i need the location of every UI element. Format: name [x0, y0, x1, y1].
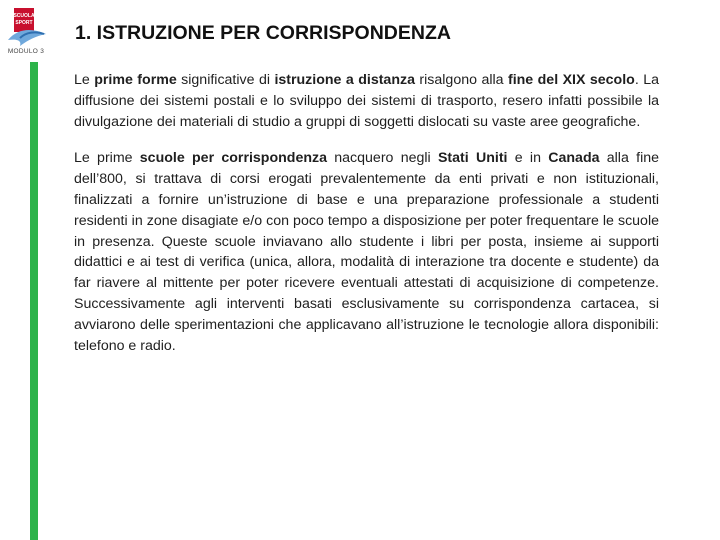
logo-graphic: [6, 6, 50, 48]
page-title: 1. ISTRUZIONE PER CORRISPONDENZA: [75, 22, 451, 44]
p1-bold-2: istruzione a distanza: [274, 72, 415, 88]
p1-text-2: significative di: [176, 72, 275, 88]
p1-text-4: . La diffusione dei sistemi postali e lo sviluppo dei sistemi di trasporto, resero infatti possibile la divulgazione dei materiali di studio a gruppi di soggetti dislocati su vaste aree geografiche.: [74, 72, 659, 130]
logo-text-line-1: SCUOLA: [13, 13, 35, 19]
scuola-sport-logo: [6, 6, 50, 48]
p2-text-3: e in: [507, 150, 549, 167]
p1-bold-3: fine del XIX secolo: [507, 72, 635, 88]
main-content: [74, 70, 659, 372]
p1-text-3: risalgono alla: [414, 72, 508, 88]
sidebar-accent-bar: [30, 62, 38, 540]
paragraph-2: [74, 148, 659, 356]
p2-text-1: Le prime: [74, 150, 140, 167]
p1-text-1: Le: [74, 72, 95, 88]
module-label: MODULO 3: [7, 48, 45, 55]
p2-bold-1: scuole per corrispondenza: [139, 150, 327, 167]
paragraph-1: [74, 70, 659, 132]
p2-bold-2: Stati Uniti: [437, 150, 508, 167]
logo-text-line-2: SPORT: [15, 20, 33, 26]
p2-bold-3: Canada: [548, 150, 600, 167]
p2-text-4: alla fine dell’800, si trattava di corsi erogati prevalentemente da enti privati e non istituzionali, finalizzati a fornire un’istruzione di base e una preparazione professionale a studenti residenti in zone disagiate e/o con poco tempo a disposizione per poter frequentare le scuole in presenza. Queste scuole inviavano allo studente i libri per posta, insieme ai supporti didattici e ai test di verifica (unica, allora, modalità di interazione tra docente e studente) da far riavere al mittente per poter ricevere eventuali attestati di acquisizione di competenze. Successivamente agli interventi basati esclusivamente su corrispondenza cartacea, si avviarono delle sperimentazioni che applicavano all’istruzione le tecnologie allora disponibili: telefono e radio.: [74, 150, 659, 354]
p2-text-2: nacquero negli: [327, 150, 438, 167]
p1-bold-1: prime forme: [94, 72, 177, 88]
